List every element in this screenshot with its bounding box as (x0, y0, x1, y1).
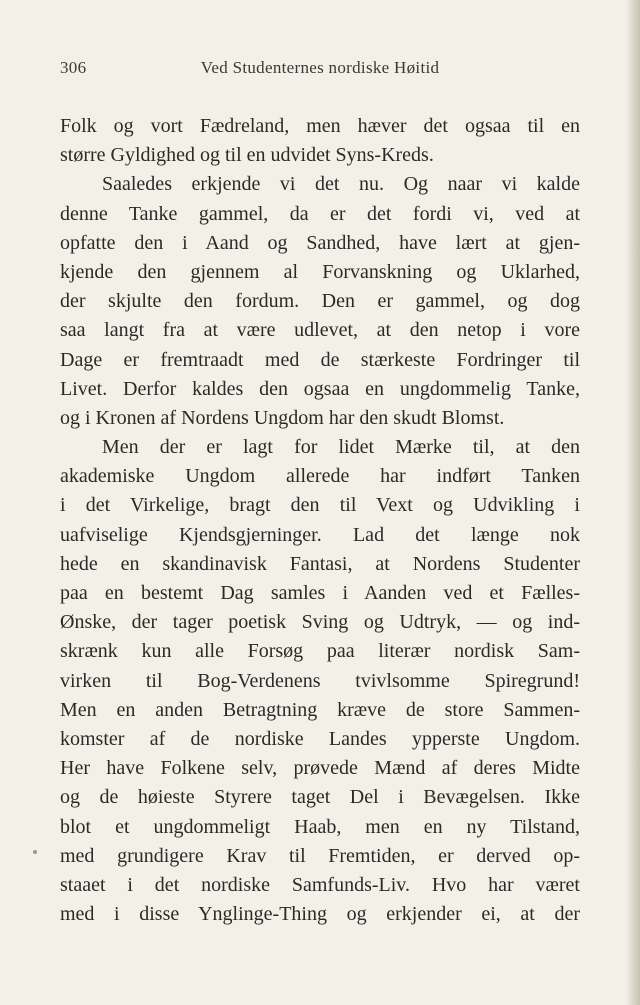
text-line: Livet. Derfor kaldes den ogsaa en ungdommelig Tanke, (60, 377, 580, 400)
text-line: med i disse Ynglinge-Thing og erkjender ei, at der (60, 903, 580, 926)
text-line: Her have Folkene selv, prøvede Mænd af deres Midte (60, 757, 580, 780)
text-line: Saaledes erkjende vi det nu. Og naar vi kalde (102, 173, 580, 196)
text-line: der skjulte den fordum. Den er gammel, og dog (60, 290, 580, 313)
text-line: Folk og vort Fædreland, men hæver det ogsaa til en (60, 115, 580, 137)
text-line: staaet i det nordiske Samfunds-Liv. Hvo har været (60, 873, 580, 896)
margin-mark (33, 850, 37, 854)
text-line: og i Kronen af Nordens Ungdom har den skudt Blomst. (60, 406, 505, 429)
running-header (60, 58, 580, 82)
text-line: blot et ungdommeligt Haab, men en ny Tilstand, (60, 815, 580, 838)
text-line: saa langt fra at være udlevet, at den netop i vore (60, 319, 580, 342)
text-line: virken til Bog-Verdenens tvivlsomme Spiregrund! (60, 669, 580, 692)
text-line: kjende den gjennem al Forvanskning og Uklarhed, (60, 260, 580, 283)
page-number: 306 (60, 58, 87, 77)
text-line: og de høieste Styrere taget Del i Bevægelsen. Ikke (60, 786, 580, 809)
text-line: skrænk kun alle Forsøg paa literær nordisk Sam- (60, 640, 580, 663)
running-title: Ved Studenternes nordiske Høitid (200, 58, 440, 77)
body-text (60, 112, 580, 929)
text-line: akademiske Ungdom allerede har indført Tanken (60, 465, 580, 488)
text-line: Men en anden Betragtning kræve de store Sammen- (60, 698, 580, 721)
text-line: opfatte den i Aand og Sandhed, have lært at gjen- (60, 231, 580, 254)
text-line: hede en skandinavisk Fantasi, at Nordens Studenter (60, 552, 580, 575)
text-line: med grundigere Krav til Fremtiden, er derved op- (60, 844, 580, 867)
text-line: Dage er fremtraadt med de stærkeste Fordringer til (60, 348, 580, 371)
text-line: paa en bestemt Dag samles i Aanden ved et Fælles- (60, 582, 580, 604)
text-line: uafviselige Kjendsgjerninger. Lad det længe nok (60, 523, 580, 546)
text-line: denne Tanke gammel, da er det fordi vi, ved at (60, 202, 580, 225)
text-line: i det Virkelige, bragt den til Vext og Udvikling i (60, 494, 580, 517)
text-line: komster af de nordiske Landes ypperste Ungdom. (60, 727, 580, 750)
page-edge-shadow (626, 0, 640, 1005)
text-line: Ønske, der tager poetisk Sving og Udtryk, — og ind- (60, 611, 580, 634)
text-line: større Gyldighed og til en udvidet Syns-Kreds. (60, 144, 434, 167)
text-line: Men der er lagt for lidet Mærke til, at den (102, 436, 580, 459)
